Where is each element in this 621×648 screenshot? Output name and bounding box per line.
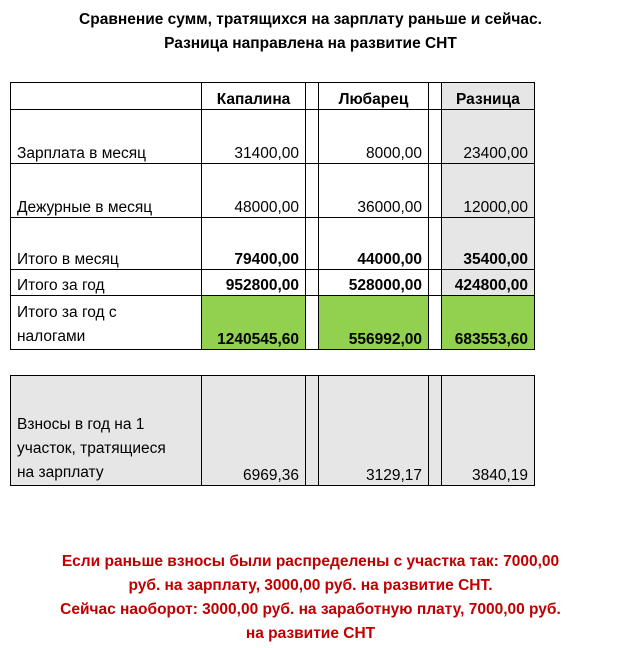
table-row: [11, 296, 535, 350]
header-empty-cell: [11, 83, 202, 110]
cell-difference: 3840,19: [442, 376, 535, 486]
cell-difference: 12000,00: [442, 164, 535, 218]
spacer-cell: [429, 376, 442, 486]
spacer-cell: [306, 296, 319, 350]
spacer-cell: [429, 110, 442, 164]
table-row: [11, 376, 535, 486]
row-label-line: Взносы в год на 1: [17, 416, 145, 433]
page-title: [0, 8, 621, 56]
table-row: [11, 164, 535, 218]
cell-lyubarets: 8000,00: [319, 110, 429, 164]
cell-kapalina: 1240545,60: [202, 296, 306, 350]
cell-kapalina: 48000,00: [202, 164, 306, 218]
cell-difference: 23400,00: [442, 110, 535, 164]
table-row: [11, 270, 535, 296]
note-line: на развитие СНТ: [245, 625, 376, 642]
spacer-cell: [429, 296, 442, 350]
spacer-cell: [306, 110, 319, 164]
spacer-cell: [306, 218, 319, 270]
note-text: [0, 550, 621, 646]
cell-difference: 35400,00: [442, 218, 535, 270]
row-label: Итого в месяц: [11, 218, 202, 270]
table-header-row: [11, 83, 535, 110]
spacer-cell: [429, 218, 442, 270]
note-line: Сейчас наоборот: 3000,00 руб. на заработную плату, 7000,00 руб.: [60, 601, 561, 618]
row-label: Зарплата в месяц: [11, 110, 202, 164]
contribution-table: [10, 375, 535, 486]
note-line: Если раньше взносы были распределены с участка так: 7000,00: [61, 553, 560, 570]
cell-lyubarets: 556992,00: [319, 296, 429, 350]
spacer-cell: [429, 270, 442, 296]
row-label-line: налогами: [17, 328, 86, 345]
row-label-line: участок, тратящиеся: [17, 440, 166, 457]
row-label: [11, 376, 202, 486]
header-kapalina: Капалина: [202, 83, 306, 110]
header-lyubarets: Любарец: [319, 83, 429, 110]
spacer-cell: [429, 164, 442, 218]
row-label-line: Итого за год с: [17, 304, 117, 321]
title-line-1: Сравнение сумм, тратящихся на зарплату раньше и сейчас.: [79, 11, 542, 28]
cell-difference: 683553,60: [442, 296, 535, 350]
cell-kapalina: 31400,00: [202, 110, 306, 164]
row-label: Дежурные в месяц: [11, 164, 202, 218]
salary-comparison-table: [10, 82, 535, 350]
spacer-cell: [306, 83, 319, 110]
spacer-cell: [306, 270, 319, 296]
cell-kapalina: 952800,00: [202, 270, 306, 296]
cell-kapalina: 79400,00: [202, 218, 306, 270]
spacer-cell: [306, 376, 319, 486]
cell-kapalina: 6969,36: [202, 376, 306, 486]
spacer-cell: [306, 164, 319, 218]
row-label-line: на зарплату: [17, 464, 104, 481]
note-line: руб. на зарплату, 3000,00 руб. на развитие СНТ.: [128, 577, 493, 594]
cell-lyubarets: 44000,00: [319, 218, 429, 270]
row-label: [11, 296, 202, 350]
header-difference: Разница: [442, 83, 535, 110]
title-line-2: Разница направлена на развитие СНТ: [164, 35, 457, 52]
spacer-cell: [429, 83, 442, 110]
cell-lyubarets: 3129,17: [319, 376, 429, 486]
cell-lyubarets: 528000,00: [319, 270, 429, 296]
row-label: Итого за год: [11, 270, 202, 296]
table-row: [11, 110, 535, 164]
table-row: [11, 218, 535, 270]
cell-difference: 424800,00: [442, 270, 535, 296]
cell-lyubarets: 36000,00: [319, 164, 429, 218]
